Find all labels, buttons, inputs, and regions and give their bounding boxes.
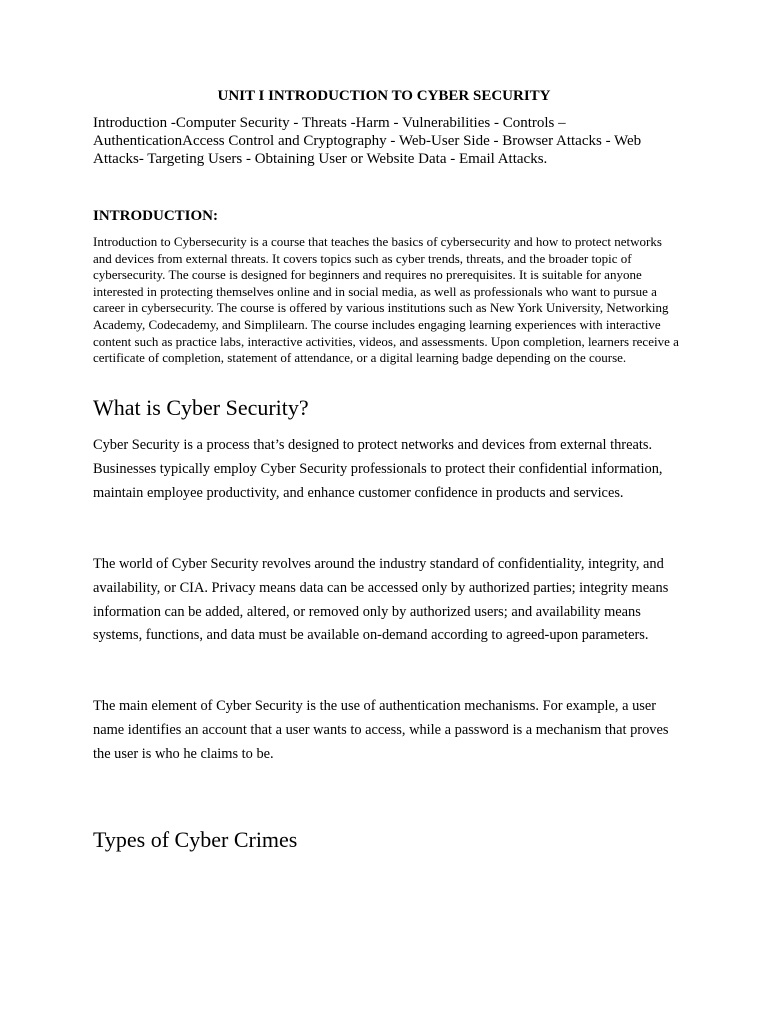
document-title: UNIT I INTRODUCTION TO CYBER SECURITY: [217, 88, 551, 104]
types-of-cyber-crimes-heading: Types of Cyber Crimes: [93, 827, 298, 852]
introduction-paragraph: Introduction to Cybersecurity is a course that teaches the basics of cybersecurity and how to protect networks and devices from external threats. It covers topics such as cyber trends, threats, and the broader topic of cybersecurity. The course is designed for beginners and requires no prerequisites. It is suitable for anyone interested in protecting themselves online and in social media, as well as professionals who want to pursue a career in cybersecurity. The course is offered by various institutions such as New York University, Networking Academy, Codecademy, and Simplilearn. The course includes engaging learning experiences with interactive content such as practice labs, interactive activities, videos, and assessments. Upon completion, learners receive a certificate of completion, statement of attendance, or a digital learning badge depending on the course.: [93, 234, 679, 366]
paragraph-definition: Cyber Security is a process that’s designed to protect networks and devices from external threats. Businesses typically employ Cyber Security professionals to protect their confidential information, maintain employee productivity, and enhance customer confidence in products and services.: [93, 437, 663, 501]
syllabus-topics: Introduction -Computer Security - Threats -Harm - Vulnerabilities - Controls – AuthenticationAccess Control and Cryptography - Web-User Side - Browser Attacks - Web Attacks- Targeting Users - Obtaining User or Website Data - Email Attacks.: [93, 115, 642, 167]
introduction-heading: INTRODUCTION:: [93, 208, 219, 224]
what-is-cyber-security-heading: What is Cyber Security?: [93, 395, 309, 420]
paragraph-cia: The world of Cyber Security revolves around the industry standard of confidentiality, integrity, and availability, or CIA. Privacy means data can be accessed only by authorized parties; integrity means information can be added, altered, or removed only by authorized users; and availability means systems, functions, and data must be available on-demand according to agreed-upon parameters.: [93, 556, 669, 644]
paragraph-authentication: The main element of Cyber Security is the use of authentication mechanisms. For example, a user name identifies an account that a user wants to access, while a password is a mechanism that proves the user is who he claims to be.: [93, 698, 669, 762]
